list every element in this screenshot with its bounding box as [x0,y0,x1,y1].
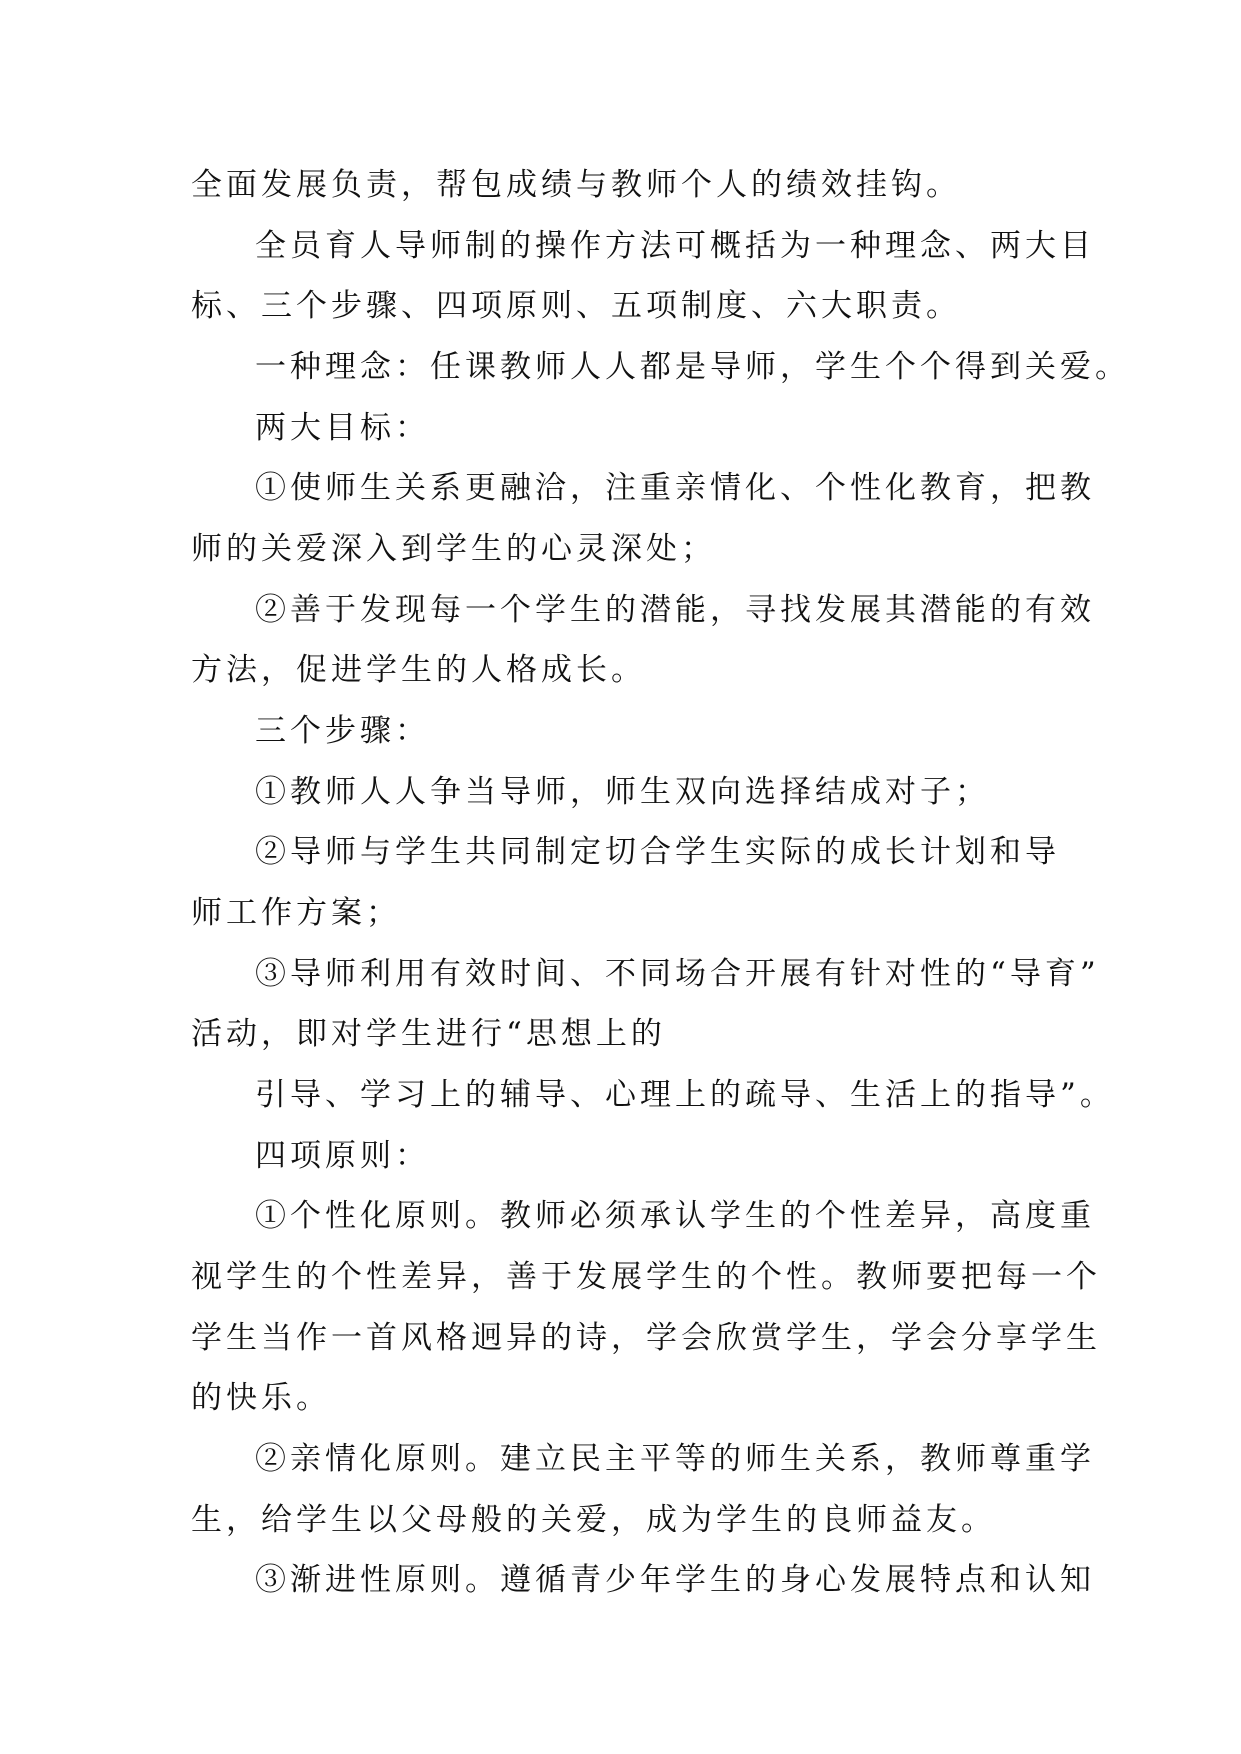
text-line: 活动，即对学生进行“思想上的 [191,1016,666,1052]
section-heading: 两大目标： [255,410,430,446]
text-line: ②导师与学生共同制定切合学生实际的成长计划和导 [255,834,1060,870]
text-line: ①教师人人争当导师，师生双向选择结成对子； [255,774,990,810]
text-line: 方法，促进学生的人格成长。 [191,652,646,688]
section-heading: 四项原则： [255,1138,430,1174]
text-line: ③导师利用有效时间、不同场合开展有针对性的“导育” [255,956,1100,992]
text-line: ①个性化原则。教师必须承认学生的个性差异，高度重 [255,1198,1095,1234]
text-line: ②亲情化原则。建立民主平等的师生关系，教师尊重学 [255,1441,1095,1477]
text-line: 全面发展负责，帮包成绩与教师个人的绩效挂钩。 [191,167,961,203]
text-line: 生，给学生以父母般的关爱，成为学生的良师益友。 [191,1502,996,1538]
text-line: ③渐进性原则。遵循青少年学生的身心发展特点和认知 [255,1562,1095,1598]
text-line: 视学生的个性差异，善于发展学生的个性。教师要把每一个 [191,1259,1101,1295]
text-line: ①使师生关系更融洽，注重亲情化、个性化教育，把教 [255,470,1095,506]
text-line: 师的关爱深入到学生的心灵深处； [191,531,716,567]
text-line: 一种理念：任课教师人人都是导师，学生个个得到关爱。 [255,349,1130,385]
text-line: 师工作方案； [191,895,401,931]
text-line: 全员育人导师制的操作方法可概括为一种理念、两大目 [255,228,1095,264]
text-line: 引导、学习上的辅导、心理上的疏导、生活上的指导”。 [255,1077,1115,1113]
section-heading: 三个步骤： [255,713,430,749]
text-line: 的快乐。 [191,1380,331,1416]
text-line: 标、三个步骤、四项原则、五项制度、六大职责。 [191,288,961,324]
text-line: 学生当作一首风格迥异的诗，学会欣赏学生，学会分享学生 [191,1320,1101,1356]
text-line: ②善于发现每一个学生的潜能，寻找发展其潜能的有效 [255,592,1095,628]
